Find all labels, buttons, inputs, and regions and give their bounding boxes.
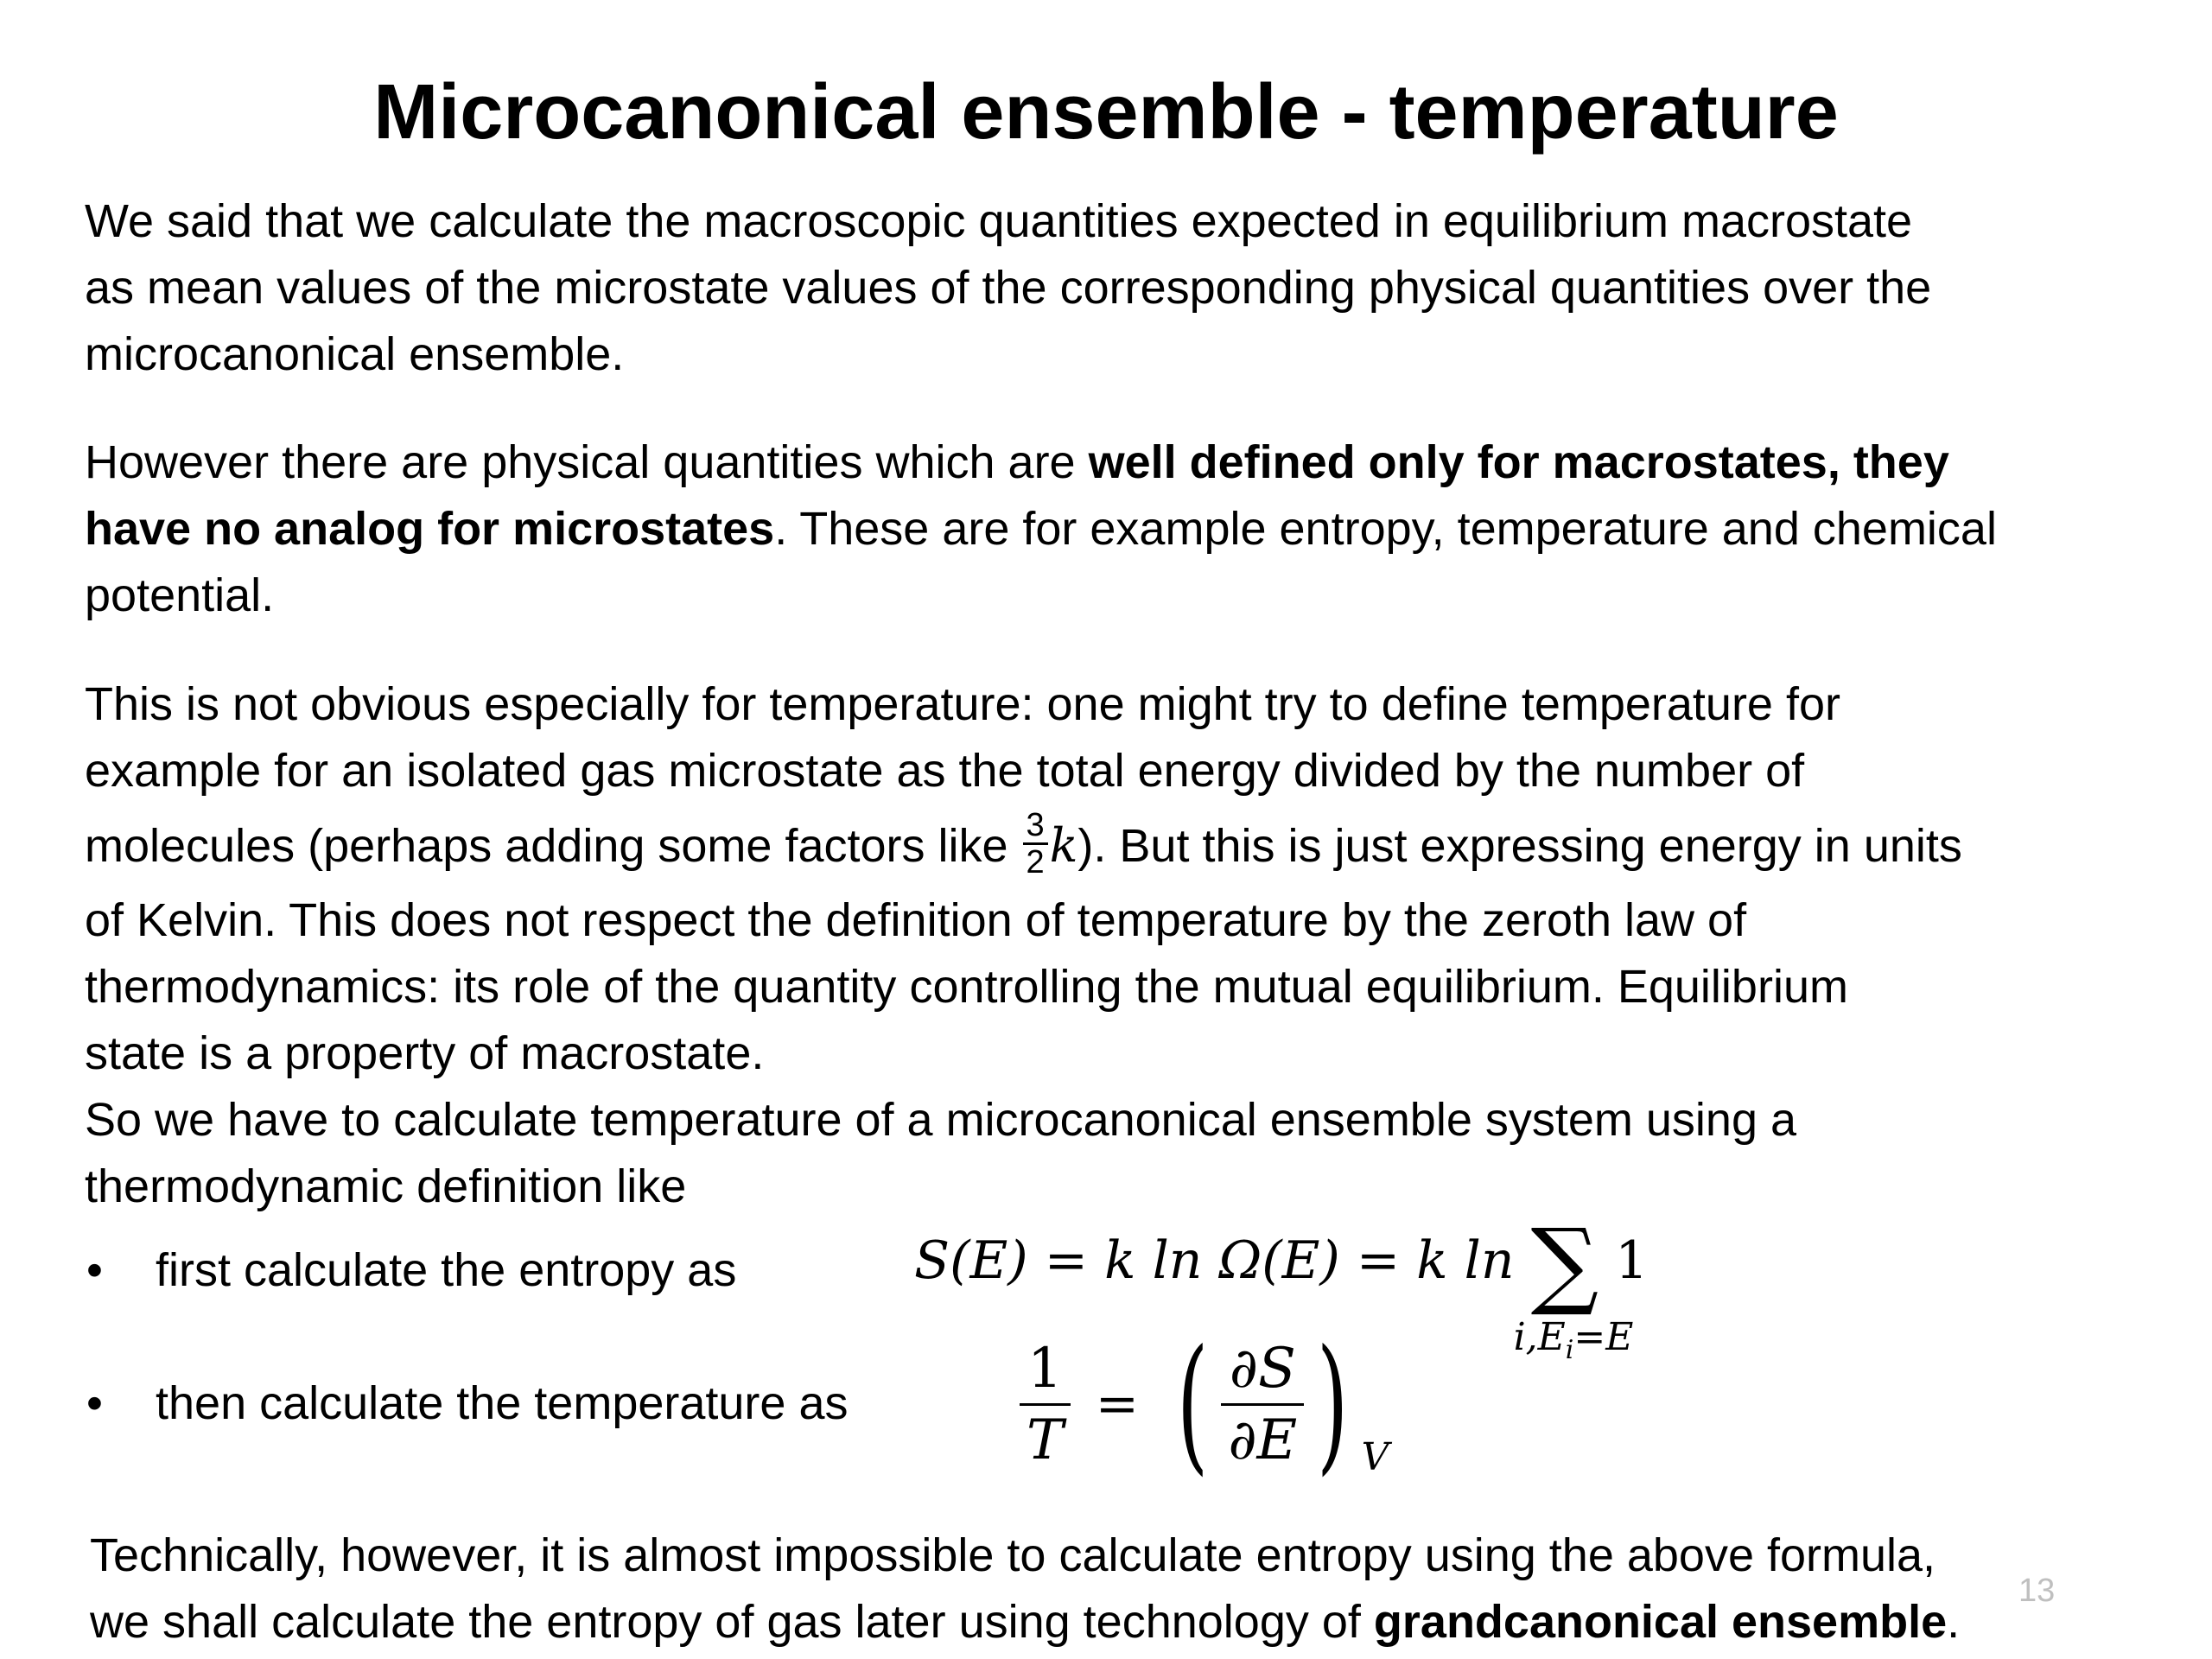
equals-sign: = [1095, 1374, 1140, 1434]
paragraph-1-line-3: microcanonical ensemble. [85, 328, 625, 380]
partial-derivative-denominator: ∂E [1228, 1408, 1298, 1472]
sum-subscript-main: i,E [1513, 1315, 1566, 1359]
sum-operator [1513, 1208, 1634, 1365]
one-over-t-denominator: T [1027, 1408, 1064, 1472]
closing-line-1: Technically, however, it is almost impossible to calculate entropy using the above formula, [90, 1529, 1936, 1581]
paragraph-3-line-3-after: ). But this is just expressing energy in units [1077, 820, 1962, 872]
closing-line-2 [90, 1589, 2181, 1656]
paragraph-3-line-5: thermodynamics: its role of the quantity controlling the mutual equilibrium. Equilibrium [85, 961, 1848, 1013]
left-paren: ( [1177, 1319, 1209, 1490]
closing-line-2-bold: grandcanonical ensemble [1373, 1596, 1948, 1648]
temperature-formula [1020, 1319, 1389, 1490]
paragraph-2 [85, 429, 2176, 629]
paragraph-3-line-3-before: molecules (perhaps adding some factors like [85, 820, 1021, 872]
bullet-2-text: then calculate the temperature as [156, 1377, 849, 1429]
paragraph-2-line-2-normal: . These are for example entropy, temperature and chemical [774, 503, 1997, 555]
bullet-2-marker: • [86, 1377, 103, 1429]
paragraph-2-line-1-normal: However there are physical quantities which are [85, 436, 1089, 488]
one-over-t-numerator: 1 [1020, 1338, 1071, 1406]
sum-term: 1 [1615, 1230, 1649, 1292]
page-number: 13 [2018, 1573, 2056, 1609]
slide-title: Microcanonical ensemble - temperature [373, 69, 1839, 156]
sum-subscript-rest: =E [1573, 1315, 1634, 1359]
fraction-numerator: 3 [1023, 808, 1048, 845]
entropy-formula-lhs: S(E) = k ln Ω(E) = k ln [914, 1230, 1531, 1292]
three-halves-fraction [1023, 808, 1048, 880]
one-over-t [1020, 1338, 1071, 1471]
right-paren: ) [1317, 1319, 1349, 1490]
paragraph-1-line-2: as mean values of the microstate values of the corresponding physical quantities over the [85, 262, 1932, 314]
paragraph-3-line-1: This is not obvious especially for temperature: one might try to define temperature for [85, 678, 1840, 730]
bullet-1-text: first calculate the entropy as [156, 1244, 737, 1296]
paragraph-2-line-1-bold: well defined only for macrostates, they [1088, 436, 1949, 488]
partial-derivative-numerator: ∂S [1221, 1338, 1304, 1406]
sum-subscript-index: i [1565, 1334, 1574, 1365]
boltzmann-k: k [1049, 818, 1078, 873]
entropy-formula [914, 1208, 1649, 1365]
constant-volume-subscript: V [1361, 1434, 1389, 1479]
paragraph-2-line-1 [85, 429, 2176, 496]
paragraph-2-line-2 [85, 496, 2176, 563]
paragraph-3-line-6: state is a property of macrostate. [85, 1027, 765, 1079]
sum-subscript [1514, 1315, 1634, 1365]
closing-line-2-normal: we shall calculate the entropy of gas later using technology of [90, 1596, 1374, 1648]
paragraph-1-line-1: We said that we calculate the macroscopic quantities expected in equilibrium macrostate [85, 195, 1913, 247]
paragraph-3-line-8: thermodynamic definition like [85, 1160, 687, 1212]
closing-paragraph [90, 1522, 2181, 1656]
closing-line-2-end: . [1947, 1596, 1961, 1648]
bullet-1-marker: • [86, 1244, 103, 1296]
partial-derivative [1221, 1338, 1304, 1471]
paragraph-3-line-4: of Kelvin. This does not respect the definition of temperature by the zeroth law of [85, 894, 1747, 946]
fraction-denominator: 2 [1026, 844, 1045, 881]
paragraph-1 [85, 188, 2176, 388]
sigma-symbol: ∑ [1530, 1208, 1599, 1319]
paragraph-3-line-2: example for an isolated gas microstate as the total energy divided by the number of [85, 745, 1805, 797]
paragraph-3-line-7: So we have to calculate temperature of a microcanonical ensemble system using a [85, 1094, 1797, 1146]
paragraph-3 [85, 671, 2176, 1220]
paragraph-3-line-3 [85, 804, 2176, 887]
paragraph-2-line-3: potential. [85, 569, 275, 621]
paragraph-2-line-2-bold: have no analog for microstates [85, 503, 775, 555]
